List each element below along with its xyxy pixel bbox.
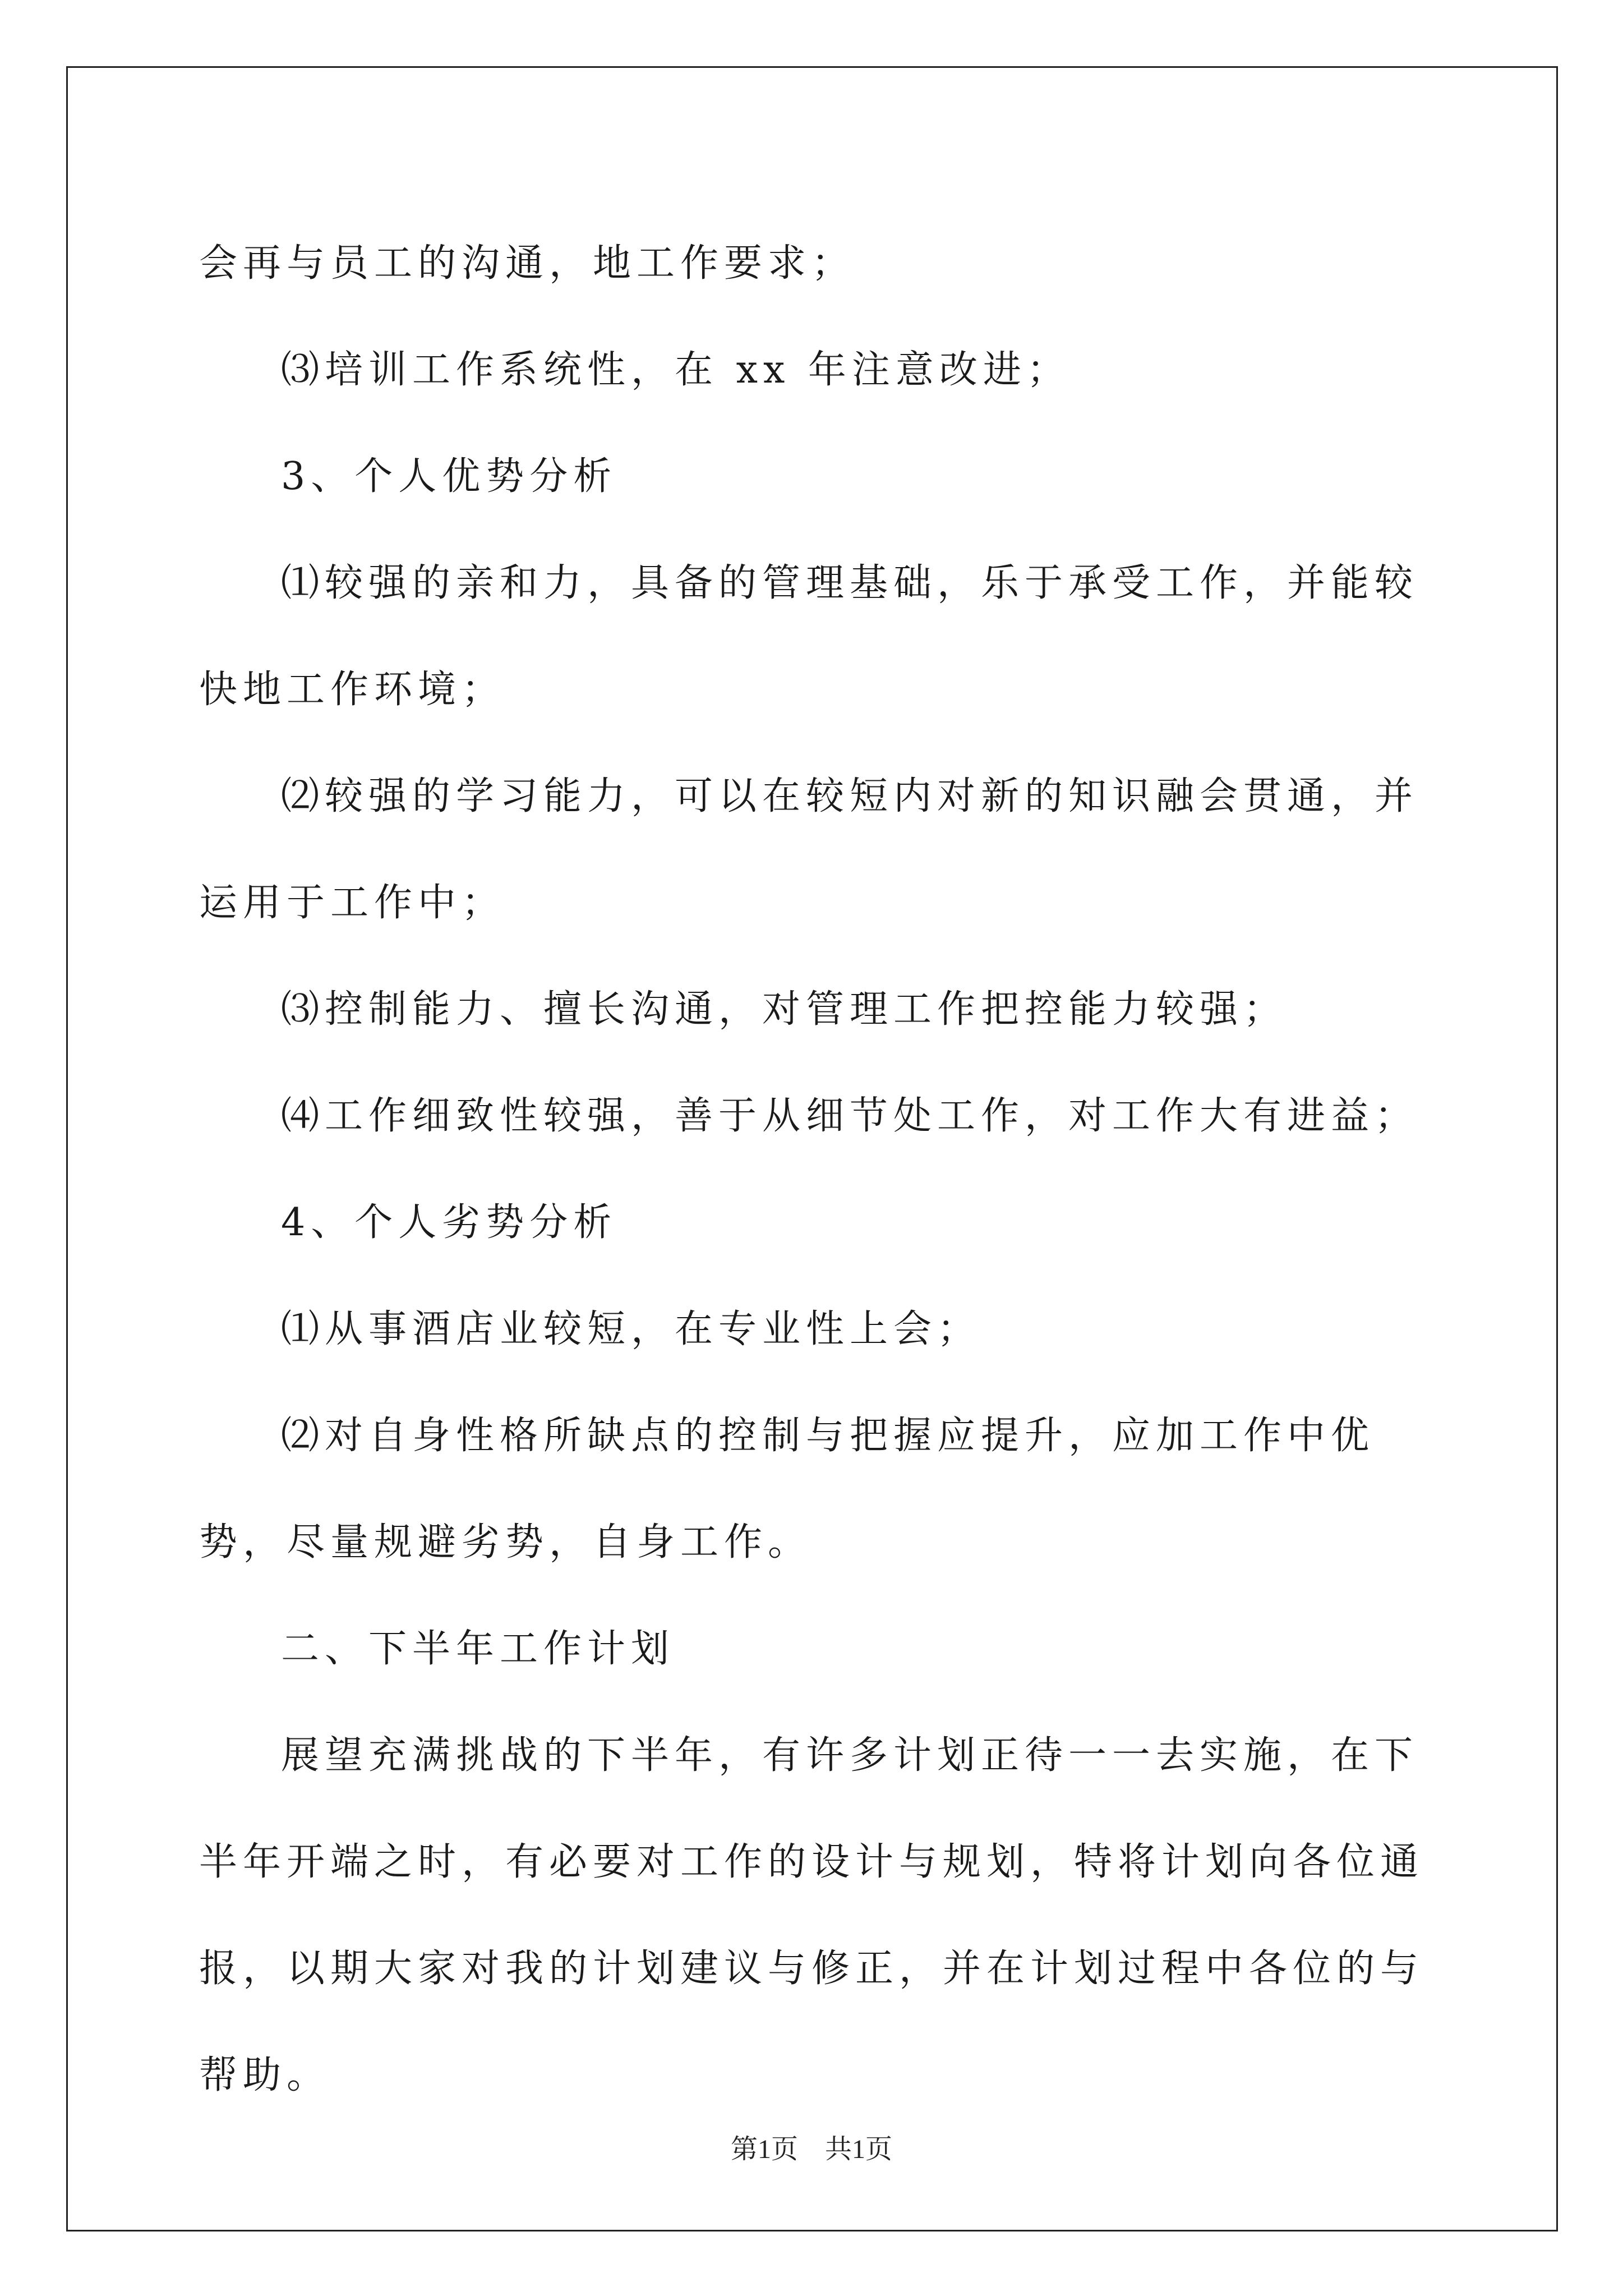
paragraph-4: ⑴较强的亲和力，具备的管理基础，乐于承受工作，并能较快地工作环境；	[199, 561, 1419, 712]
paragraph-5: ⑵较强的学习能力，可以在较短内对新的知识融会贯通，并运用于工作中；	[199, 774, 1419, 925]
page-footer: 第1页 共1页	[730, 2134, 892, 2164]
paragraph-6: ⑶控制能力、擅长沟通，对管理工作把控能力较强；	[281, 987, 1288, 1032]
paragraph-9: ⑴从事酒店业较短，在专业性上会；	[281, 1307, 981, 1351]
paragraph-1: 会再与员工的沟通，地工作要求；	[199, 241, 856, 286]
paragraph-7: ⑷工作细致性较强，善于从细节处工作，对工作大有进益；	[281, 1094, 1419, 1138]
section-heading-plan: 二、下半年工作计划	[281, 1627, 675, 1671]
paragraph-10: ⑵对自身性格所缺点的控制与把握应提升，应加工作中优势，尽量规避劣势，自身工作。	[199, 1414, 1375, 1565]
paragraph-12: 展望充满挑战的下半年，有许多计划正待一一去实施，在下半年开端之时，有必要对工作的设计与规划，特将计划向各位通报，以期大家对我的计划建议与修正，并在计划过程中各位的与帮助。	[199, 1733, 1424, 2097]
section-heading-strengths: 3、个人优势分析	[281, 454, 617, 499]
section-heading-weaknesses: 4、个人劣势分析	[281, 1200, 617, 1245]
paragraph-2: ⑶培训工作系统性，在 xx 年注意改进；	[281, 348, 1071, 392]
document-body	[199, 210, 1433, 2129]
